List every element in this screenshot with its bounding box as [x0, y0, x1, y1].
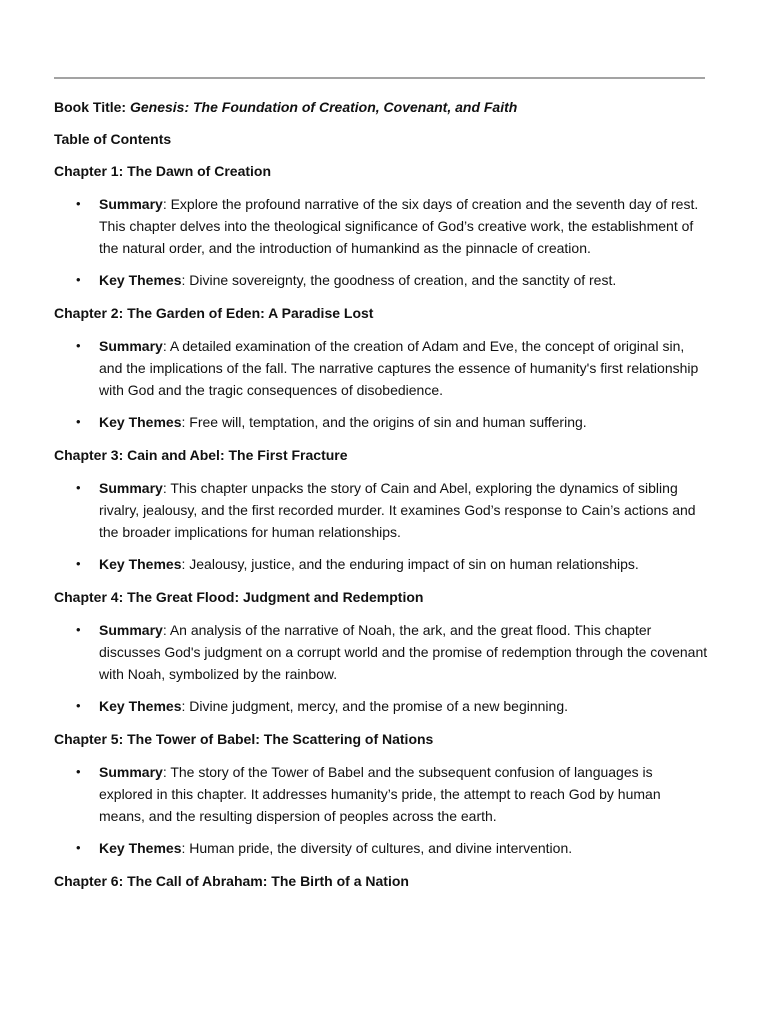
summary-text: : Explore the profound narrative of the six days of creation and the seventh day of rest. This chapter delves into the theological significance of God’s creative work, the establishment of the natural order, and the introduction of humankind as the pinnacle of creation. [99, 196, 699, 256]
bullet-icon: • [76, 698, 81, 713]
chapter-points [54, 619, 709, 717]
key-themes-item [54, 837, 709, 859]
key-themes-item [54, 695, 709, 717]
chapter-title: Chapter 5: The Tower of Babel: The Scattering of Nations [54, 731, 434, 747]
bullet-icon: • [76, 764, 81, 779]
bullet-icon: • [76, 414, 81, 429]
chapter-points [54, 477, 709, 575]
summary-item [54, 193, 709, 259]
bullet-icon: • [76, 338, 81, 353]
key-themes-item [54, 553, 709, 575]
key-themes-item [54, 269, 709, 291]
book-title: Genesis: The Foundation of Creation, Covenant, and Faith [129, 99, 518, 115]
chapter-points [54, 335, 709, 433]
key-themes-label: Key Themes [99, 272, 182, 288]
chapter-title: Chapter 1: The Dawn of Creation [54, 163, 272, 179]
key-themes-text: : Jealousy, justice, and the enduring impact of sin on human relationships. [181, 556, 639, 572]
key-themes-text: : Divine judgment, mercy, and the promise of a new beginning. [181, 698, 568, 714]
summary-label: Summary [99, 196, 163, 212]
key-themes-label: Key Themes [99, 556, 182, 572]
bullet-icon: • [76, 556, 81, 571]
key-themes-item [54, 411, 709, 433]
summary-item [54, 335, 709, 401]
summary-item [54, 619, 709, 685]
chapter-title: Chapter 3: Cain and Abel: The First Fracture [54, 447, 348, 463]
chapter-points [54, 761, 709, 859]
bullet-icon: • [76, 196, 81, 211]
key-themes-label: Key Themes [99, 698, 182, 714]
bullet-icon: • [76, 480, 81, 495]
key-themes-label: Key Themes [99, 414, 182, 430]
chapter-points [54, 193, 709, 291]
summary-label: Summary [99, 480, 163, 496]
key-themes-text: : Free will, temptation, and the origins of sin and human suffering. [181, 414, 587, 430]
chapter-title: Chapter 4: The Great Flood: Judgment and Redemption [54, 589, 424, 605]
summary-text: : A detailed examination of the creation of Adam and Eve, the concept of original sin, and the implications of the fall. The narrative captures the essence of humanity's first relationship with God and the tragic consequences of disobedience. [99, 338, 699, 398]
key-themes-text: : Divine sovereignty, the goodness of creation, and the sanctity of rest. [181, 272, 617, 288]
chapter-title: Chapter 6: The Call of Abraham: The Birth of a Nation [54, 873, 409, 889]
summary-item [54, 477, 709, 543]
summary-text: : The story of the Tower of Babel and the subsequent confusion of languages is explored in this chapter. It addresses humanity’s pride, the attempt to reach God by human means, and the resulting dispersion of peoples across the earth. [99, 764, 661, 824]
horizontal-rule [54, 77, 705, 79]
key-themes-text: : Human pride, the diversity of cultures, and divine intervention. [181, 840, 573, 856]
summary-label: Summary [99, 622, 163, 638]
book-title-prefix: Book Title: [54, 99, 130, 115]
bullet-icon: • [76, 272, 81, 287]
bullet-icon: • [76, 840, 81, 855]
summary-label: Summary [99, 764, 163, 780]
document-body [54, 96, 709, 903]
book-title-line [54, 96, 709, 118]
chapter-title: Chapter 2: The Garden of Eden: A Paradise Lost [54, 305, 374, 321]
summary-item [54, 761, 709, 827]
bullet-icon: • [76, 622, 81, 637]
key-themes-label: Key Themes [99, 840, 182, 856]
toc-heading: Table of Contents [54, 131, 172, 147]
summary-text: : An analysis of the narrative of Noah, the ark, and the great flood. This chapter discusses God's judgment on a corrupt world and the promise of redemption through the covenant with Noah, symbolized by the rainbow. [99, 622, 708, 682]
summary-label: Summary [99, 338, 163, 354]
summary-text: : This chapter unpacks the story of Cain and Abel, exploring the dynamics of sibling rivalry, jealousy, and the first recorded murder. It examines God’s response to Cain’s actions and the broader implications for human relationships. [99, 480, 696, 540]
